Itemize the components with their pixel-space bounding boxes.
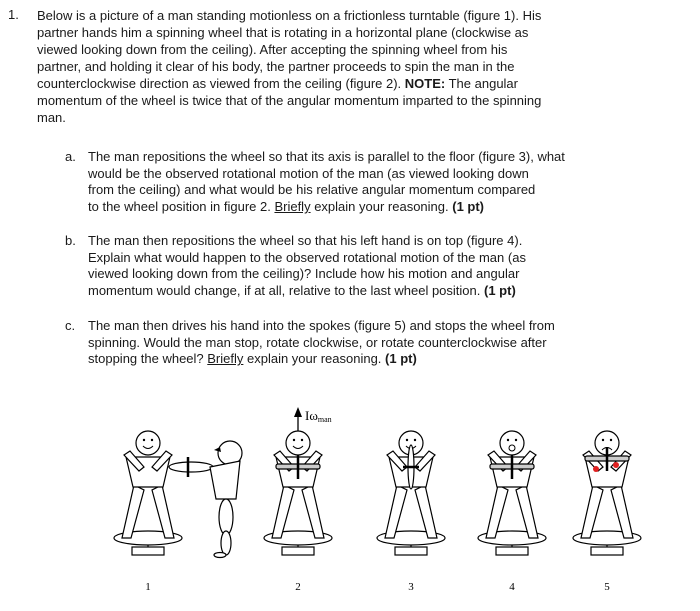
- left-leg: [385, 485, 407, 538]
- text-line: [37, 58, 687, 75]
- points-label: (1 pt): [385, 351, 417, 367]
- text-segment: partner, and holding it clear of his body, the partner proceeds to spin the man in the: [37, 59, 515, 74]
- turntable-base: [496, 547, 528, 555]
- text-segment: would be the observed rotational motion of the man (as viewed looking down: [88, 165, 529, 181]
- turntable-base: [395, 547, 427, 555]
- head: [136, 431, 160, 455]
- red-hand-mark: [593, 466, 599, 472]
- part-text: [88, 318, 668, 368]
- text-segment: viewed looking down from the ceiling)? Include how his motion and angular: [88, 266, 520, 282]
- part-text: [88, 233, 668, 300]
- text-segment: partner hands him a spinning wheel that is rotating in a horizontal plane (clockwise as: [37, 25, 529, 40]
- figure-2: [264, 431, 332, 593]
- text-line: [37, 24, 687, 41]
- text-line: [37, 75, 687, 92]
- partner-torso: [210, 461, 240, 499]
- eye: [507, 439, 509, 441]
- points-label: (1 pt): [484, 283, 516, 299]
- text-line: [88, 318, 668, 335]
- text-line: [37, 92, 687, 109]
- figure-3: [377, 431, 445, 593]
- text-segment: The man then drives his hand into the spokes (figure 5) and stops the wheel from: [88, 318, 555, 333]
- eye: [414, 439, 416, 441]
- text-line: [88, 351, 668, 368]
- text-segment: explain your reasoning.: [310, 199, 453, 215]
- figure-4: [478, 431, 546, 593]
- spinning-wheel: [169, 462, 213, 472]
- partner-foot: [214, 553, 226, 558]
- text-segment: momentum of the wheel is twice that of the angular momentum imparted to the spinning: [37, 93, 542, 108]
- text-segment: man.: [37, 110, 66, 125]
- text-segment: stopping the wheel?: [88, 351, 208, 367]
- partner-leg: [219, 499, 233, 535]
- text-segment: The man then repositions the wheel so that his left hand is on top (figure 4).: [88, 233, 523, 248]
- turntable-base: [132, 547, 164, 555]
- eye: [406, 439, 408, 441]
- eye: [515, 439, 517, 441]
- eye: [301, 439, 303, 441]
- part-text: [88, 149, 668, 216]
- figure-sequence: [0, 405, 700, 611]
- right-leg: [611, 485, 633, 538]
- part-label: c.: [65, 318, 76, 333]
- text-line: [88, 199, 668, 216]
- text-line: [88, 182, 668, 199]
- arrow-label-sub: man: [317, 415, 332, 424]
- text-line: [37, 7, 687, 24]
- text-line: [88, 149, 668, 166]
- figure-label: 2: [295, 581, 301, 593]
- eye: [610, 439, 612, 441]
- figure-1: [114, 431, 213, 593]
- text-line: [88, 233, 668, 250]
- text-segment: to the wheel position in figure 2.: [88, 199, 275, 215]
- text-line: [88, 283, 668, 300]
- text-segment: Below is a picture of a man standing motionless on a frictionless turntable (figure 1). His: [37, 8, 542, 23]
- figure-label: 5: [604, 581, 610, 593]
- figure-label: 4: [509, 581, 515, 593]
- figure-label: 1: [145, 581, 151, 593]
- figure-5: [573, 431, 641, 593]
- mouth-surprised: [509, 445, 515, 451]
- right-leg: [415, 485, 437, 538]
- eye: [151, 439, 153, 441]
- text-line: [88, 266, 668, 283]
- text-line: [88, 335, 668, 352]
- part-label: a.: [65, 149, 76, 164]
- partner-figure: [210, 441, 242, 558]
- arrow-label: Iω: [305, 408, 318, 423]
- turntable-base: [591, 547, 623, 555]
- text-line: [88, 250, 668, 267]
- text-segment: momentum would change, if at all, relative to the last wheel position.: [88, 283, 484, 299]
- text-line: [37, 109, 687, 126]
- left-leg: [122, 485, 144, 538]
- head: [286, 431, 310, 455]
- text-segment: viewed looking down from the ceiling). After accepting the spinning wheel from his: [37, 42, 508, 57]
- emphasis-text: Briefly: [274, 199, 311, 215]
- left-leg: [486, 485, 508, 538]
- eye: [293, 439, 295, 441]
- emphasis-text: Briefly: [207, 351, 244, 367]
- right-leg: [516, 485, 538, 538]
- figure-label: 3: [408, 581, 414, 593]
- part-label: b.: [65, 233, 76, 248]
- question-number: 1.: [8, 7, 19, 22]
- red-hand-mark: [613, 462, 619, 468]
- text-segment: The angular: [445, 76, 518, 91]
- svg-text:Iωman: [305, 408, 332, 424]
- right-leg: [302, 485, 324, 538]
- text-segment: explain your reasoning.: [243, 351, 386, 367]
- question-text: [37, 7, 687, 126]
- left-leg: [272, 485, 294, 538]
- right-leg: [152, 485, 174, 538]
- points-label: NOTE:: [404, 76, 446, 91]
- text-segment: The man repositions the wheel so that its axis is parallel to the floor (figure 3), what: [88, 149, 565, 164]
- text-line: [88, 166, 668, 183]
- turntable-base: [282, 547, 314, 555]
- partner-beak: [214, 447, 221, 452]
- eye: [143, 439, 145, 441]
- text-segment: from the ceiling) and what would be his relative angular momentum compared: [88, 182, 536, 198]
- text-line: [37, 41, 687, 58]
- text-segment: Explain what would happen to the observed rotational motion of the man (as: [88, 249, 526, 265]
- left-leg: [581, 485, 603, 538]
- eye: [602, 439, 604, 441]
- text-segment: counterclockwise direction as viewed from the ceiling (figure 2).: [37, 76, 405, 91]
- text-segment: spinning. Would the man stop, rotate clockwise, or rotate counterclockwise after: [88, 334, 547, 350]
- points-label: (1 pt): [452, 199, 485, 215]
- partner-leg: [221, 531, 231, 555]
